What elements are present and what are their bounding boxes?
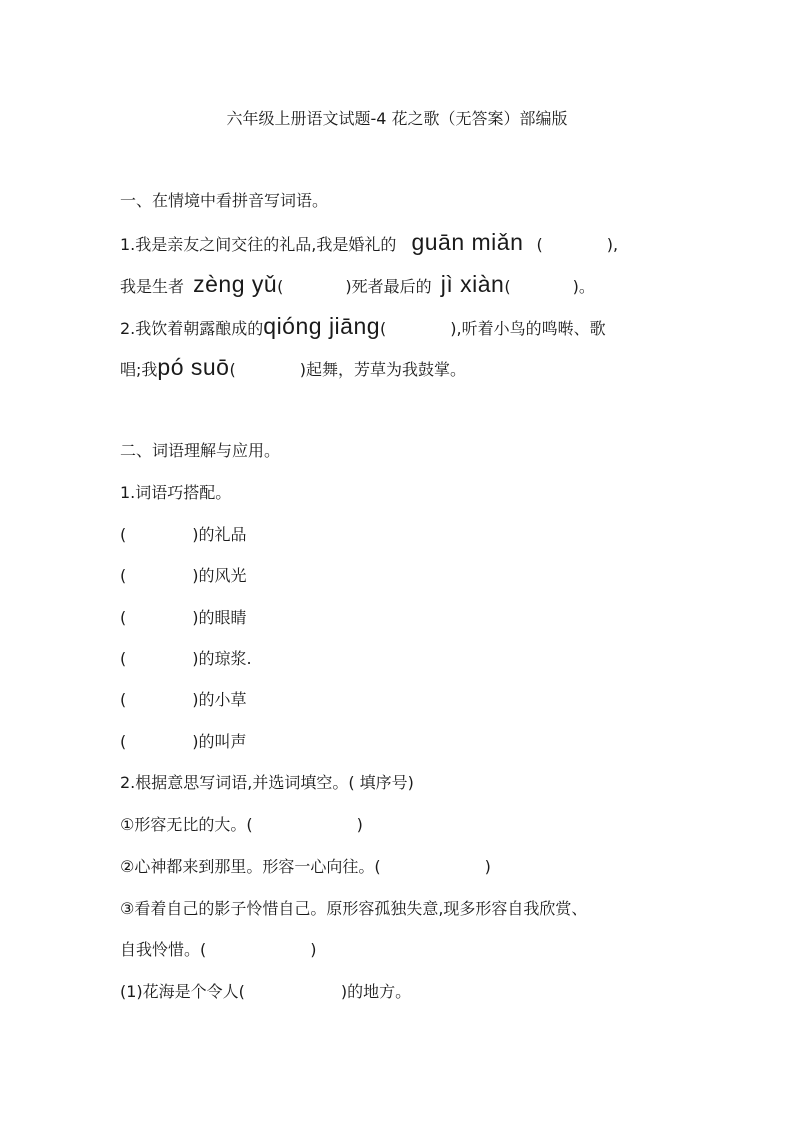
section2-q1-title: 1.词语巧搭配。 — [120, 483, 232, 502]
match-item — [120, 524, 247, 546]
fill-in-1 — [120, 981, 411, 1003]
q2-text1: 2.我饮着朝露酿成的 — [120, 319, 264, 338]
q1-close2: )死者最后的 — [345, 277, 432, 296]
match-open: ( — [120, 608, 127, 627]
meaning-3-text: 自我怜惜。( — [120, 940, 207, 959]
match-item — [120, 648, 252, 670]
q1-open2: ( — [277, 277, 284, 296]
section2-q2-title: 2.根据意思写词语,并选词填空。( 填序号) — [120, 773, 414, 792]
q2-pinyin2: pó suō — [157, 354, 230, 380]
fill-in-1-close: )的地方。 — [340, 982, 412, 1001]
q2-close1: ),听着小鸟的鸣啭、歌 — [450, 319, 606, 338]
question-1-2-line1 — [120, 315, 606, 340]
q1-pinyin2: zèng yǔ — [193, 271, 278, 297]
q2-open1: ( — [380, 319, 387, 338]
section1-heading: 一、在情境中看拼音写词语。 — [120, 191, 329, 210]
meaning-2-close: ) — [484, 857, 491, 876]
meaning-1-text: ①形容无比的大。( — [120, 815, 253, 834]
meaning-2-text: ②心神都来到那里。形容一心向往。( — [120, 857, 381, 876]
question-1-1-line2 — [120, 273, 595, 298]
meaning-3-line1: ③看着自己的影子怜惜自己。原形容孤独失意,现多形容自我欣赏、 — [120, 899, 588, 918]
match-text: )的叫声 — [192, 732, 247, 751]
match-text: )的风光 — [192, 566, 247, 585]
match-item — [120, 689, 247, 711]
match-text: )的琼浆. — [192, 649, 252, 668]
match-text: )的礼品 — [192, 525, 247, 544]
meaning-3-close: ) — [310, 940, 317, 959]
meaning-1 — [120, 814, 363, 836]
q1-pinyin3: jì xiàn — [440, 271, 505, 297]
q2-open2: ( — [229, 360, 236, 379]
meaning-2 — [120, 856, 491, 878]
match-open: ( — [120, 732, 127, 751]
question-1-2-line2 — [120, 356, 466, 381]
q1-close3: )。 — [572, 277, 595, 296]
q1-text1: 1.我是亲友之间交往的礼品,我是婚礼的 — [120, 235, 397, 254]
match-open: ( — [120, 690, 127, 709]
q1-pinyin1: guān miǎn — [411, 229, 524, 255]
match-item — [120, 607, 247, 629]
match-open: ( — [120, 525, 127, 544]
page-title: 六年级上册语文试题-4 花之歌（无答案）部编版 — [226, 109, 568, 128]
fill-in-1-text: (1)花海是个令人( — [120, 982, 245, 1001]
match-text: )的眼睛 — [192, 608, 247, 627]
q1-text2: 我是生者 — [120, 277, 185, 296]
match-open: ( — [120, 566, 127, 585]
q2-text2: 唱;我 — [120, 360, 158, 379]
match-item — [120, 565, 247, 587]
match-open: ( — [120, 649, 127, 668]
q1-open3: ( — [504, 277, 511, 296]
match-item — [120, 731, 247, 753]
q1-close1: ), — [606, 235, 619, 254]
q2-close2: )起舞，芳草为我鼓掌。 — [299, 360, 466, 379]
meaning-1-close: ) — [356, 815, 363, 834]
match-text: )的小草 — [192, 690, 247, 709]
q1-open1: ( — [536, 235, 543, 254]
meaning-3-line2 — [120, 939, 317, 961]
q2-pinyin1: qióng jiāng — [263, 313, 381, 339]
section2-heading: 二、词语理解与应用。 — [120, 441, 281, 460]
question-1-1-line1 — [120, 231, 618, 256]
